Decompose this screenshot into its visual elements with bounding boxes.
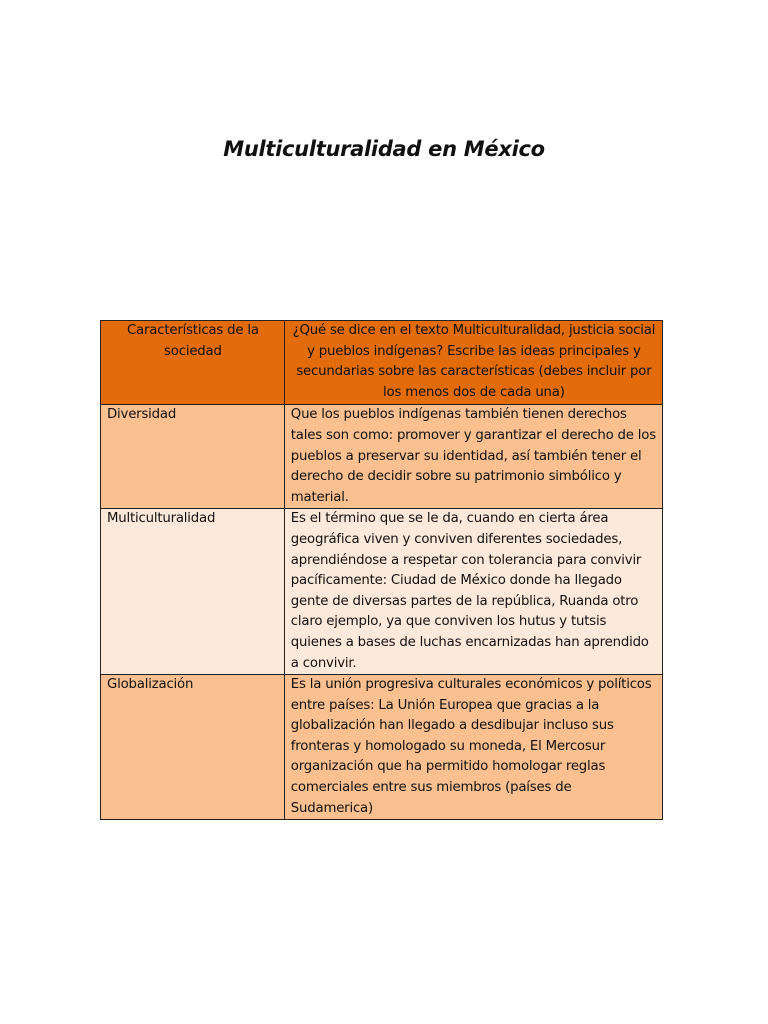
row-description: Que los pueblos indígenas también tienen derechos tales son como: promover y garantizar el derecho de los pueblos a preservar su identidad, así también tener el derecho de decidir sobre su patrimonio simbólico y material. [284, 405, 662, 509]
table-row [101, 675, 663, 820]
row-characteristic: Multiculturalidad [101, 509, 285, 675]
table-header-row [101, 321, 663, 405]
row-description: Es la unión progresiva culturales económicos y políticos entre países: La Unión Europea que gracias a la globalización han llegado a desdibujar incluso sus fronteras y homologado su moneda, El Mercosur organización que ha permitido homologar reglas comerciales entre sus miembros (países de Sudamerica) [284, 675, 662, 820]
table-row [101, 509, 663, 675]
header-characteristics: Características de la sociedad [101, 321, 285, 405]
characteristics-table [100, 320, 663, 820]
page-title: Multiculturalidad en México [223, 137, 545, 161]
row-description: Es el término que se le da, cuando en cierta área geográfica viven y conviven diferentes sociedades, aprendiéndose a respetar con tolerancia para convivir pacíficamente: Ciudad de México donde ha llegado gente de diversas partes de la república, Ruanda otro claro ejemplo, ya que conviven los hutus y tutsis quienes a bases de luchas encarnizadas han aprendido a convivir. [284, 509, 662, 675]
row-characteristic: Diversidad [101, 405, 285, 509]
header-question: ¿Qué se dice en el texto Multiculturalidad, justicia social y pueblos indígenas? Escribe las ideas principales y secundarias sobre las características (debes incluir por los menos dos de cada una) [284, 321, 662, 405]
row-characteristic: Globalización [101, 675, 285, 820]
table-row [101, 405, 663, 509]
